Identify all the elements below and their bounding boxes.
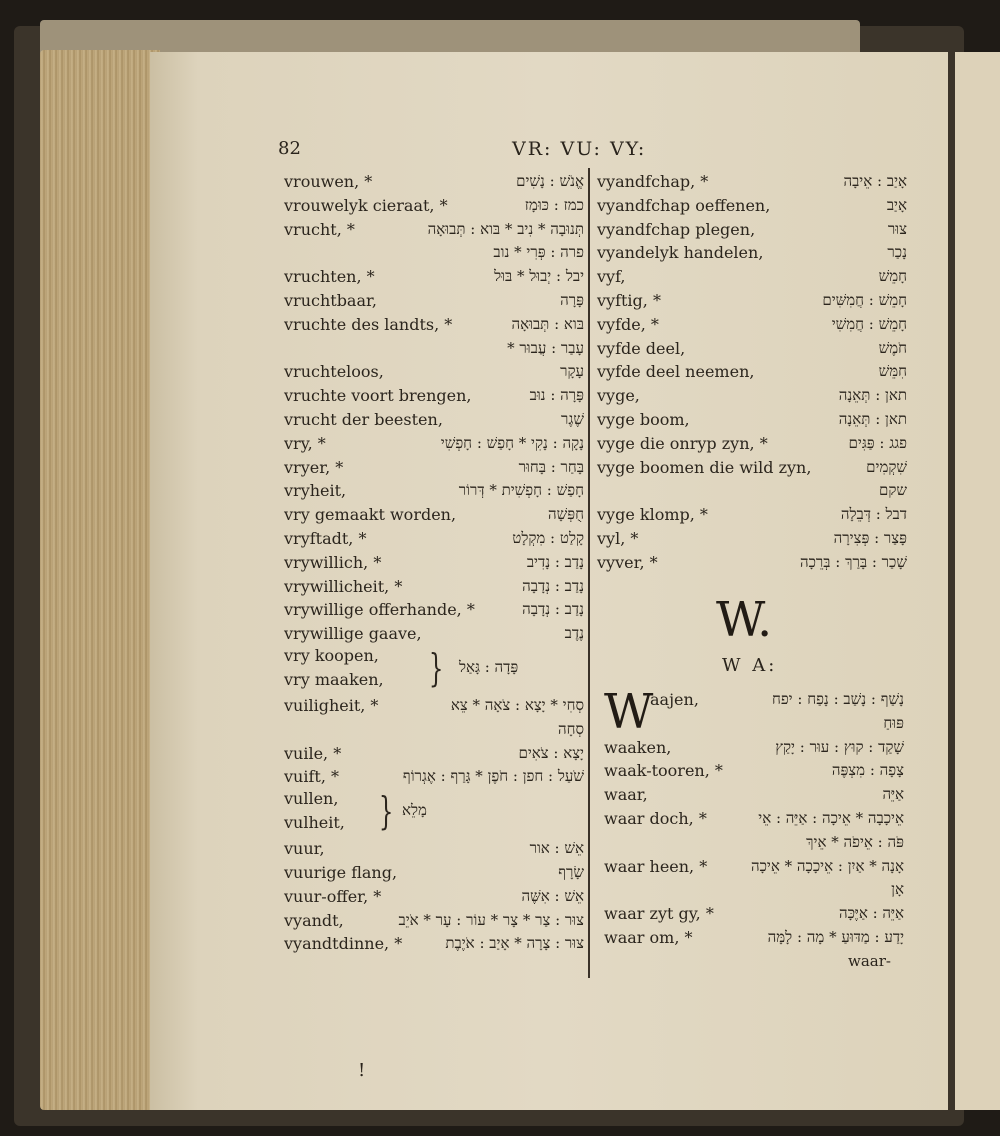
entry-hebrew: כמז : כּוּמָז [524,195,584,214]
dictionary-entry [604,902,904,926]
entry-hebrew: חָמֵשׁ : חֲמִשִּׁים [822,290,907,309]
dictionary-entry [597,337,907,361]
entry-hebrew: בּוא : תְּבוּאָה [511,314,584,333]
entry-dutch: vyge klomp, * [597,505,708,525]
dictionary-entry [597,170,907,194]
entry-hebrew: קָלַט : מִקְלָט [512,528,584,547]
section-subhead: W A: [722,655,778,676]
running-head: VR: VU: VY: [512,138,647,160]
entry-dutch: waak-tooren, * [604,761,723,781]
dictionary-entry [284,194,584,218]
entry-dutch: vyge boom, [597,409,690,429]
dictionary-entry [284,765,584,789]
section-letter: W. [716,592,773,648]
entry-dutch: vyfde, * [597,314,659,334]
entry-dutch: waar om, * [604,927,693,947]
entry-hebrew: תְּנוּבָה * נִיב * בּוא : תְּבוּאָה [427,219,584,238]
page-number: 82 [278,138,301,159]
entry-dutch: vrywillige offerhande, * [284,600,475,620]
entry-dutch: waar heen, * [604,856,708,876]
dictionary-entry [284,289,584,313]
entry-hebrew: צוּר : צַר * צָר * עוֹר : עָר * אֹיֵב [398,910,584,929]
entry-hebrew: תאן : תְּאֵנָה [838,409,907,428]
dictionary-entry [604,759,904,783]
entry-hebrew: בָּחַר : בָּחוּר [518,457,584,476]
entry-hebrew: נֶדֶב [564,624,584,643]
entry-dutch: vrywillicheit, * [284,576,403,596]
entry-dutch: vyge die onryp zyn, * [597,433,768,453]
entry-hebrew: יבל : יְבוּל * בּוּל [494,267,584,286]
dictionary-entry [597,503,907,527]
entry-hebrew: פָּצַר : פְּצִירָה [833,528,907,547]
entry-dutch: vruchtbaar, [284,290,377,310]
entry-hebrew: אָן [891,880,904,899]
entry-dutch: vullen, [284,789,339,809]
entry-hebrew: חֻפְּשָׁה [548,505,584,524]
entry-dutch: vry koopen, [284,645,379,665]
entry-hebrew: אָיַב : אֵיבָה [843,172,907,190]
entry-hebrew: פֹּה : אֵיפֹה * אֵיךְ [806,832,904,851]
entry-hebrew: פָּדָה : גָּאַל [459,657,519,676]
dictionary-entry [597,527,907,551]
dictionary-entry [597,313,907,337]
entry-dutch: vyge boomen die wild zyn, [597,457,812,477]
dictionary-entry [604,878,904,902]
entry-hebrew: חָמֵשׁ [878,267,907,286]
entry-dutch: vrywillich, * [284,552,382,572]
entry-dutch: vry, * [284,433,326,453]
entry-dutch: vyfde deel neemen, [597,362,755,382]
entry-dutch: waaken, [604,737,672,757]
dictionary-entry [284,408,584,432]
entry-dutch: vruchte voort brengen, [284,386,472,406]
entry-hebrew: סְחָה [557,719,584,738]
page-block-edge [40,50,160,1110]
dictionary-entry [284,742,584,766]
brace-symbol: } [378,789,394,834]
dictionary-entry [284,313,584,337]
entry-dutch: vrucht, * [284,219,355,239]
entry-hebrew: עָבַר : עֲבוּר * [507,338,584,357]
dictionary-entry [604,831,904,855]
dictionary-entry [284,360,584,384]
entry-hebrew: אֱנֹשׁ : נָשִׁים [516,172,584,190]
entry-dutch: vryheit, [284,481,347,501]
entry-dutch: vuile, * [284,743,342,763]
entry-hebrew: אַיֵּה [882,785,904,804]
dictionary-entry [597,479,907,503]
entry-dutch: waar doch, * [604,808,707,828]
entry-hebrew: חָמֵשׁ : חֲמִשִׁי [831,314,907,333]
brace-symbol: } [428,645,444,690]
entry-hebrew: אָנָה * אַיִן : אֵיכָכָה * אֵיכָה [750,856,904,875]
entry-dutch: waar zyt gy, * [604,904,714,924]
entry-dutch: vyver, * [597,552,658,572]
drop-cap: W [604,684,654,740]
dictionary-entry [597,265,907,289]
dictionary-entry [284,718,584,742]
entry-hebrew: סְחִי * יָצָא : צֹאָה * צֵא [450,695,584,714]
entry-dutch: waar, [604,785,648,805]
entry-hebrew: נָקָה : נָקִי * חָפַשׁ : חָפְשִׁי [440,433,584,452]
dictionary-entry [284,909,584,933]
facing-page-edge [955,52,1000,1110]
dictionary-entry [284,598,584,622]
dictionary-entry [284,861,584,885]
entry-dutch: vruchten, * [284,267,375,287]
entry-hebrew: פרה : פְּרִי * נוב [493,243,584,262]
entry-dutch: vruchte des landts, * [284,314,453,334]
entry-hebrew: דבל : דְּבֵלָה [840,505,907,524]
dictionary-entry [284,479,584,503]
entry-hebrew: יָדַע : מַדּוּעַ * מָה : לָמָּה [767,927,904,946]
entry-hebrew: חָפַשׁ : חָפְשִׁית * דְּרוֹר [458,481,584,500]
entry-hebrew: נָכַר [887,243,907,262]
dictionary-entry [597,194,907,218]
entry-dutch: vyandtdinne, * [284,934,403,954]
entry-dutch: vrouwen, * [284,172,373,191]
column-divider [588,168,590,978]
right-column-w [604,684,904,950]
entry-hebrew: נָדַב : נְדָבָה [522,576,584,595]
dictionary-entry [604,926,904,950]
entry-dutch: aajen, [650,690,699,709]
entry-dutch: vulheit, [284,813,345,833]
entry-hebrew: שֹׁעַל : חפן : חֹפֶן * גָּרַף : אֶגְרוֹף [402,767,584,786]
dictionary-entry [284,694,584,718]
dictionary-entry [597,456,907,480]
dictionary-entry [597,241,907,265]
entry-dutch: vryer, * [284,457,344,477]
dictionary-entry [597,432,907,456]
entry-hebrew: שָׁקַד : קוּץ : עוּר : יָקַץ [775,737,904,756]
entry-hebrew: שקם [878,481,907,500]
entry-dutch: vyandelyk handelen, [597,243,764,263]
dictionary-entry [284,218,584,242]
entry-hebrew: אֵיכָבָה * אֵיכָה : אַיֵּה : אֵי [758,808,904,827]
entry-dutch: vyandfchap plegen, [597,219,756,239]
entry-dutch: vyandfchap oeffenen, [597,195,771,215]
entry-hebrew: נָדַב : נְדָבָה [522,600,584,619]
entry-dutch: vrywillige gaave, [284,624,422,644]
dictionary-entry [597,384,907,408]
dictionary-entry [597,360,907,384]
dictionary-entry [284,575,584,599]
entry-dutch: vruchteloos, [284,362,384,382]
dictionary-entry [284,551,584,575]
entry-hebrew: שִׁקְמִים [866,457,907,476]
signature-mark: ! [358,1060,366,1081]
entry-dutch: vry maaken, [284,669,384,689]
entry-hebrew: נָדַב : נָדִיב [526,552,584,571]
dictionary-entry [604,688,904,712]
page-header [278,138,658,164]
entry-hebrew: שֶׁגֶר [561,409,584,428]
entry-dutch: vyl, * [597,528,639,548]
entry-hebrew: שָׁכַר : בָּרַךְ : בְּרֵכָה [799,552,907,571]
dictionary-entry [597,551,907,575]
entry-hebrew: אָיַב [886,195,907,214]
dictionary-entry [604,807,904,831]
dictionary-entry [604,783,904,807]
entry-hebrew: צוּר : צָרָה * אָיַב : אֹיֶבֶת [445,934,584,953]
entry-hebrew: שָׂרָף [558,862,584,881]
dictionary-entry [597,408,907,432]
right-column [597,170,907,575]
entry-hebrew: חִמֵּשׁ [878,362,907,381]
entry-hebrew: פָּרָה : נוּב [529,386,584,405]
dictionary-entry [284,527,584,551]
dictionary-entry [597,289,907,313]
entry-dutch: vyandfchap, * [597,172,709,191]
entry-dutch: vuift, * [284,767,339,787]
left-column [284,170,584,956]
entry-dutch: vuurige flang, [284,862,398,882]
entry-dutch: vyf, [597,267,626,287]
dictionary-entry [284,837,584,861]
entry-hebrew: צוּר [887,219,907,238]
catchword: waar- [848,952,891,970]
dictionary-entry [604,855,904,879]
dictionary-entry [284,265,584,289]
entry-hebrew: אֵשׁ : אִשֶּׁה [521,886,584,905]
dictionary-entry [284,503,584,527]
entry-dutch: vyandt, [284,910,344,930]
entry-hebrew: צָפָה : מִצְפֶּה [831,761,904,780]
entry-dutch: vrouwelyk cieraat, * [284,195,448,215]
entry-dutch: vyge, [597,386,640,406]
entry-dutch: vyftig, * [597,290,661,310]
entry-hebrew: אֵשׁ : אור [529,839,584,858]
dictionary-entry [284,384,584,408]
brace-group [284,789,584,837]
brace-group [284,646,584,694]
entry-dutch: vrucht der beesten, [284,409,443,429]
entry-hebrew: חֹמֶשׁ [878,338,907,357]
dictionary-entry [604,712,904,736]
dictionary-entry [284,241,584,265]
entry-dutch: vyfde deel, [597,338,686,358]
dictionary-entry [284,432,584,456]
entry-dutch: vuur, [284,839,325,859]
dictionary-entry [284,885,584,909]
dictionary-entry [284,456,584,480]
dictionary-entry [284,932,584,956]
dictionary-entry [597,218,907,242]
dictionary-entry [284,170,584,194]
entry-hebrew: פָּרָה [560,290,584,309]
dictionary-entry [284,622,584,646]
entry-hebrew: עָקָר [560,362,584,381]
entry-hebrew: יָצָא : צֹאִים [518,743,584,762]
entry-hebrew: פגג : פַּגִּים [848,433,907,452]
entry-hebrew: תאן : תְּאֵנָה [838,386,907,405]
entry-hebrew: מָלֵא [402,801,427,820]
entry-dutch: vuur-offer, * [284,886,382,906]
dictionary-entry [604,736,904,760]
entry-dutch: vry gemaakt worden, [284,505,457,525]
entry-hebrew: נָשַׁף : נָשַׁב : נָפַח : יפח [771,690,904,708]
dictionary-entry [284,337,584,361]
entry-hebrew: פּוּחַ [883,713,904,732]
entry-dutch: vryftadt, * [284,528,367,548]
entry-dutch: vuiligheit, * [284,695,379,715]
entry-hebrew: אַיֵּה : אַיֶּכָּה [838,904,904,923]
